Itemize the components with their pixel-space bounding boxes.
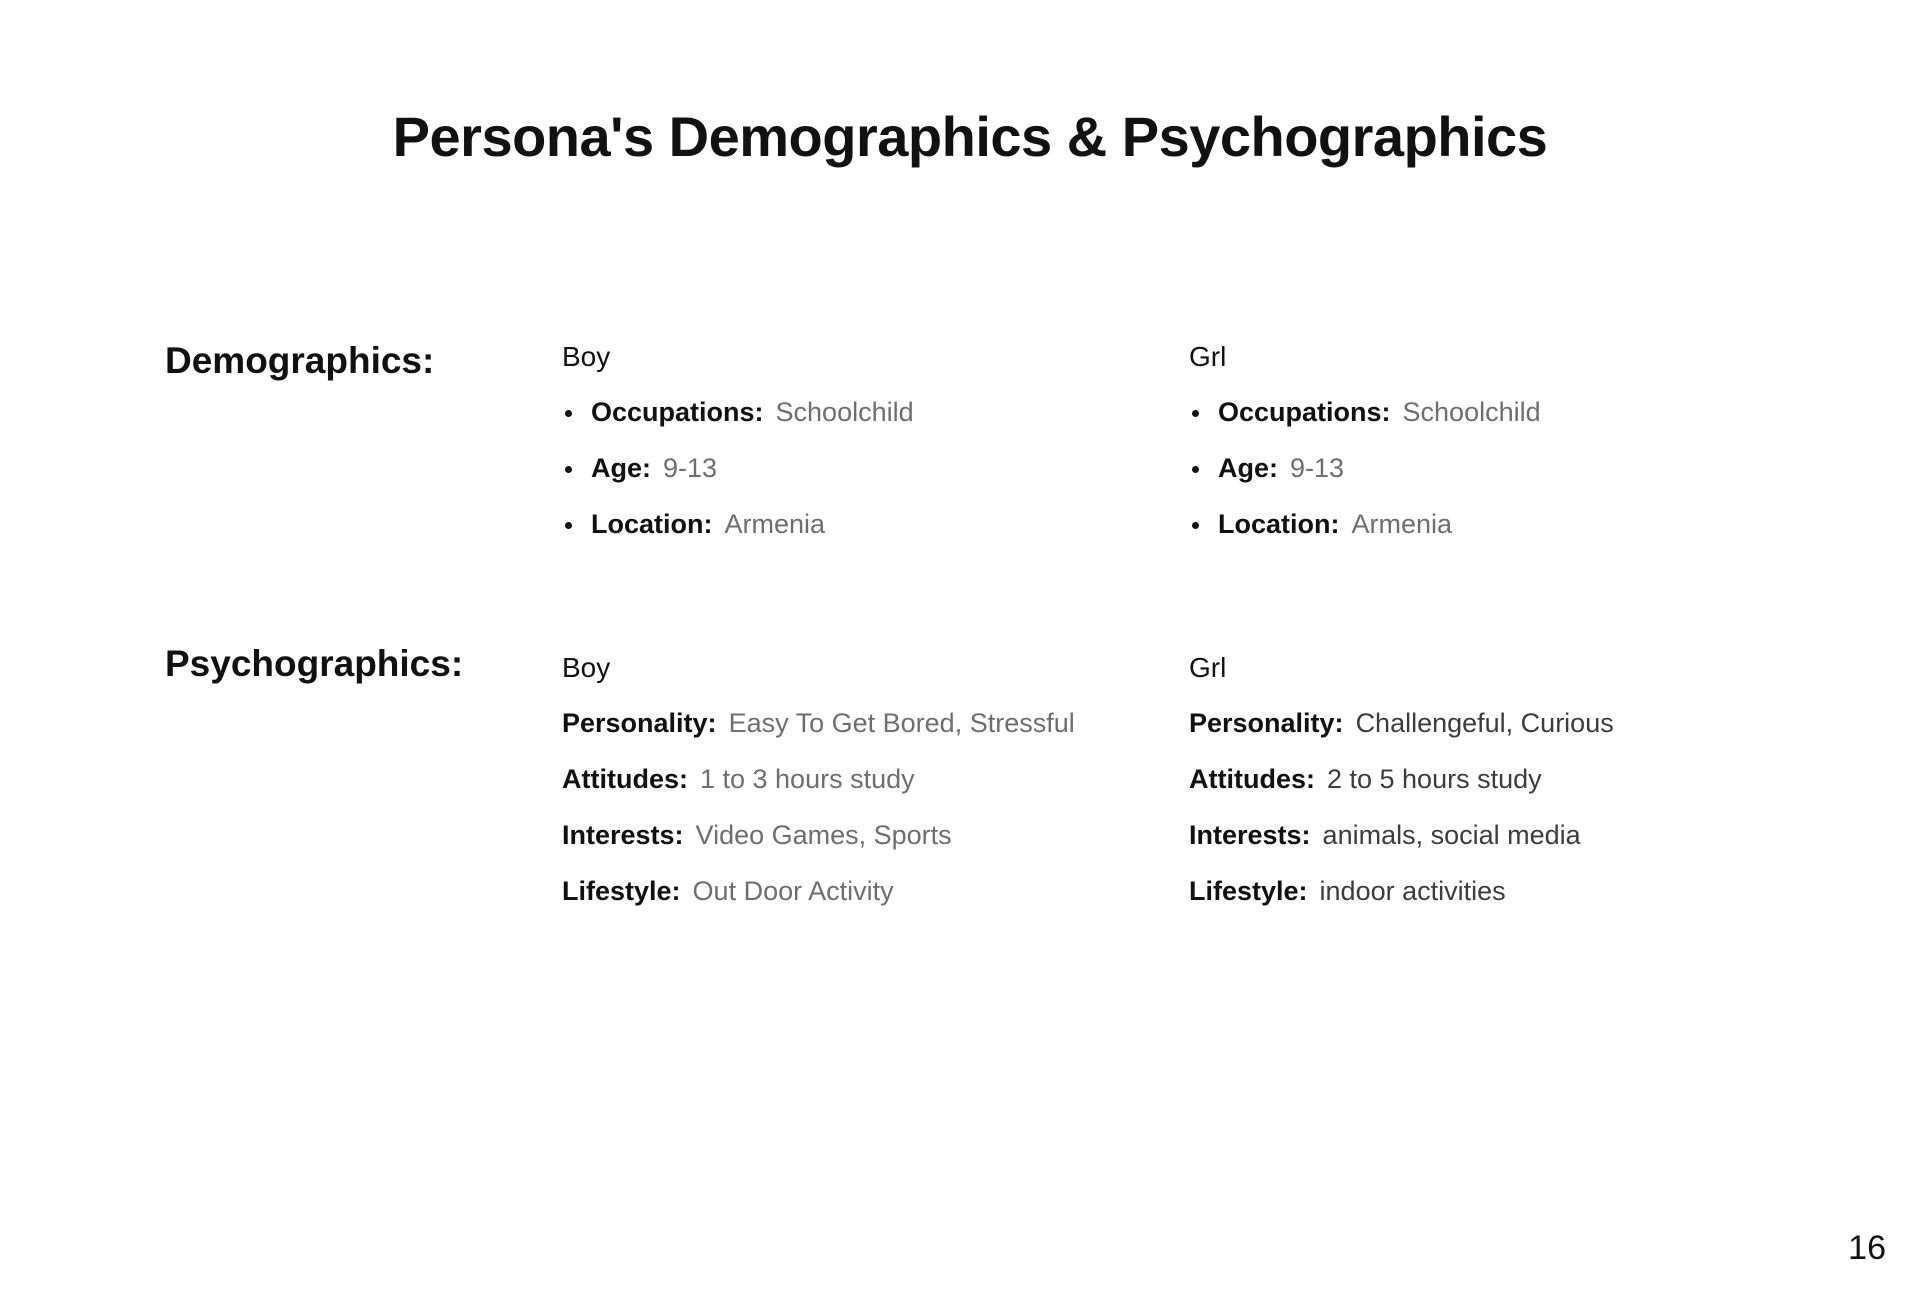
item-key: Occupations: (1218, 397, 1391, 427)
item-key: Age: (1218, 453, 1278, 483)
list-item (1189, 817, 1789, 853)
item-key: Location: (591, 509, 713, 539)
item-value: Video Games, Sports (695, 820, 952, 850)
demographics-label: Demographics: (165, 340, 435, 381)
psychographics-girl-list (1189, 705, 1789, 909)
demographics-boy-list (562, 394, 1162, 542)
psychographics-label: Psychographics: (165, 643, 464, 684)
item-key: Attitudes: (1189, 764, 1315, 794)
item-value: 1 to 3 hours study (699, 764, 915, 794)
list-item (562, 761, 1162, 797)
list-item (1189, 394, 1789, 430)
item-value: animals, social media (1322, 820, 1581, 850)
item-value: Easy To Get Bored, Stressful (728, 708, 1075, 738)
item-key: Interests: (1189, 820, 1311, 850)
list-item (1189, 705, 1789, 741)
slide-title: Persona's Demographics & Psychographics (392, 105, 1548, 168)
item-value: Armenia (1351, 509, 1453, 539)
item-key: Lifestyle: (1189, 876, 1308, 906)
demographics-boy-column (562, 339, 1162, 562)
item-key: Location: (1218, 509, 1340, 539)
page-number: 16 (1848, 1229, 1886, 1267)
psychographics-boy-list (562, 705, 1162, 909)
psychographics-boy-heading: Boy (562, 652, 611, 683)
item-key: Interests: (562, 820, 684, 850)
item-key: Occupations: (591, 397, 764, 427)
psychographics-girl-heading: Grl (1189, 652, 1227, 683)
item-key: Attitudes: (562, 764, 688, 794)
list-item (562, 873, 1162, 909)
demographics-girl-column (1189, 339, 1789, 562)
item-value: 9-13 (663, 453, 718, 483)
list-item (1189, 761, 1789, 797)
demographics-boy-heading: Boy (562, 341, 611, 372)
item-value: Armenia (724, 509, 826, 539)
item-key: Personality: (562, 708, 717, 738)
list-item (1189, 450, 1789, 486)
item-key: Personality: (1189, 708, 1344, 738)
list-item (1189, 873, 1789, 909)
item-value: Out Door Activity (692, 876, 894, 906)
item-value: Schoolchild (1402, 397, 1541, 427)
item-value: indoor activities (1319, 876, 1506, 906)
list-item (562, 394, 1162, 430)
list-item (562, 705, 1162, 741)
item-value: Challengeful, Curious (1355, 708, 1614, 738)
list-item (562, 450, 1162, 486)
demographics-girl-list (1189, 394, 1789, 542)
psychographics-boy-column (562, 650, 1162, 929)
item-value: 9-13 (1290, 453, 1345, 483)
list-item (562, 506, 1162, 542)
demographics-girl-heading: Grl (1189, 341, 1227, 372)
psychographics-girl-column (1189, 650, 1789, 929)
item-value: 2 to 5 hours study (1326, 764, 1542, 794)
item-key: Lifestyle: (562, 876, 681, 906)
item-value: Schoolchild (775, 397, 914, 427)
item-key: Age: (591, 453, 651, 483)
list-item (562, 817, 1162, 853)
list-item (1189, 506, 1789, 542)
